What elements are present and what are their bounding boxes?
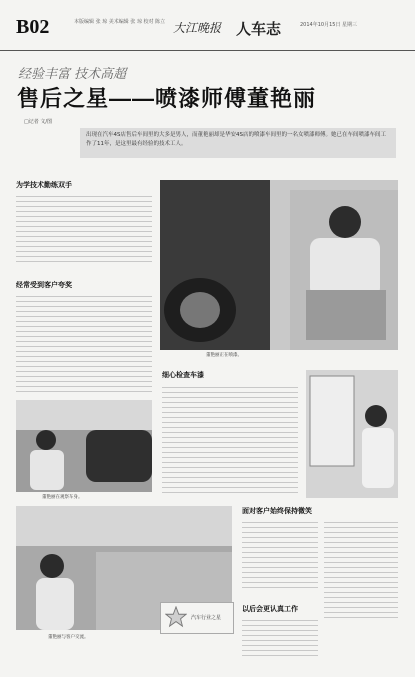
second-photo-drawing (16, 400, 152, 492)
third-photo-drawing (306, 370, 398, 498)
main-photo (160, 180, 398, 350)
reporter-line: □记者 文/图 (24, 119, 52, 125)
body-text-2 (16, 292, 152, 392)
subheading-3: 细心检查车漆 (162, 371, 204, 379)
newspaper-logo: 大江晚报 (173, 21, 222, 35)
summary-box (80, 128, 396, 158)
second-photo (16, 400, 152, 492)
date-line: 2014年10月15日 星期三 (300, 22, 358, 28)
body-text-4 (242, 518, 318, 592)
third-photo (306, 370, 398, 498)
body-text-3 (162, 383, 298, 493)
caption-3: 董艳丽与客户交流。 (48, 635, 89, 640)
star-icon (165, 606, 187, 628)
page-code: B02 (16, 16, 50, 38)
subheading-1: 为学技术勤练双手 (16, 181, 72, 189)
caption-1: 董艳丽正在喷漆。 (206, 353, 242, 358)
header-rule (0, 50, 415, 51)
section-name: 人车志 (236, 22, 282, 38)
caption-2: 董艳丽在观察车身。 (42, 495, 83, 500)
badge-box (160, 602, 234, 634)
kicker: 经验丰富 技术高超 (18, 67, 127, 82)
subheading-2: 经常受到客户夸奖 (16, 281, 72, 289)
body-text-5 (324, 518, 398, 618)
subheading-5: 以后会更认真工作 (242, 605, 298, 613)
summary-text: 出现在汽车4S店售后车间里的大多是男人，而董艳丽却是华安4S店的喷漆车间里的一名女喷漆师傅。她已在车间喷漆车间工作了11年，是这里最有经验的技术工人。 (86, 132, 386, 147)
headline: 售后之星——喷漆师傅董艳丽 (17, 86, 317, 111)
body-text-1 (16, 192, 152, 266)
subheading-4: 面对客户始终保持微笑 (242, 507, 312, 515)
body-text-6 (242, 616, 318, 656)
main-photo-drawing (160, 180, 398, 350)
header-meta: 本版编辑 张 琼 美术编辑 张 琼 校对 陈立 (74, 19, 166, 25)
badge-label: 汽车行业之星 (191, 615, 222, 621)
